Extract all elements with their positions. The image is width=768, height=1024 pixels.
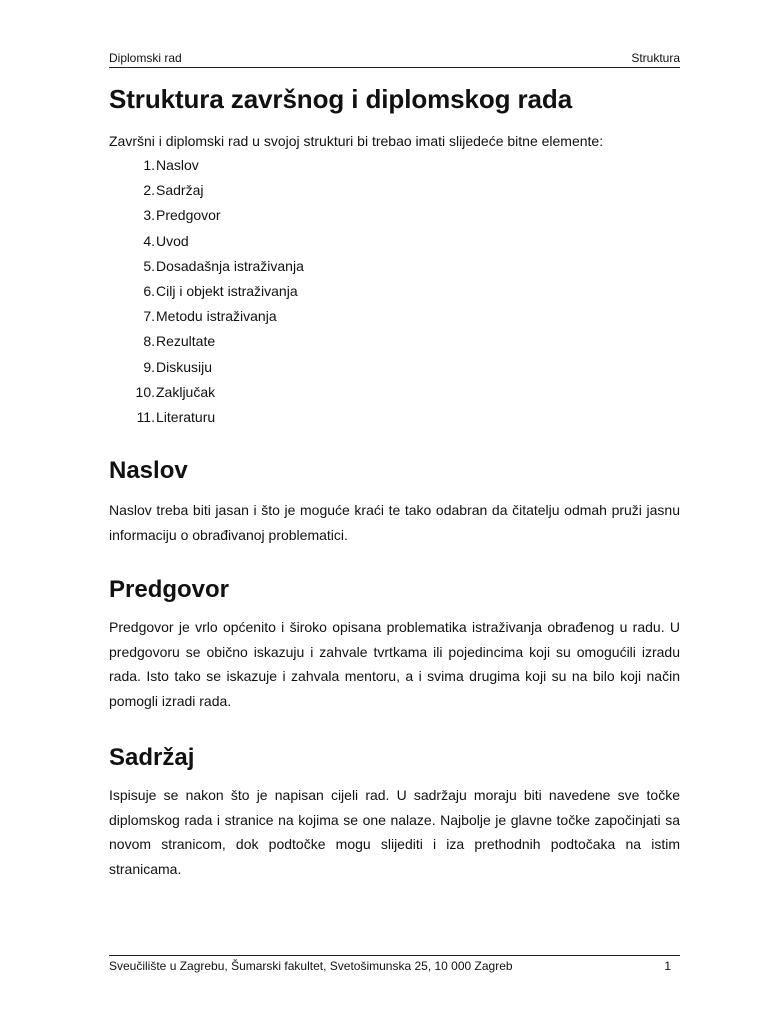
list-item bbox=[109, 229, 509, 254]
list-item-number: 10. bbox=[135, 383, 155, 400]
list-item-label: Cilj i objekt istraživanja bbox=[156, 282, 298, 299]
list-item-label: Diskusiju bbox=[156, 358, 213, 375]
list-item-label: Literaturu bbox=[156, 408, 216, 425]
footer-address: Sveučilište u Zagrebu, Šumarski fakultet, Svetošimunska 25, 10 000 Zagreb bbox=[109, 959, 513, 973]
list-item-number: 2. bbox=[143, 182, 155, 199]
structure-list bbox=[109, 153, 509, 430]
list-item-number: 8. bbox=[143, 333, 155, 350]
list-item bbox=[109, 405, 509, 430]
list-item-number: 11. bbox=[136, 408, 155, 425]
list-item bbox=[109, 178, 509, 203]
section-heading-sadrzaj: Sadržaj bbox=[109, 744, 195, 771]
list-item-number: 4. bbox=[143, 232, 155, 249]
running-header bbox=[109, 50, 680, 68]
list-item bbox=[109, 203, 509, 228]
header-right-text: Struktura bbox=[631, 51, 680, 65]
list-item-label: Dosadašnja istraživanja bbox=[156, 257, 304, 274]
list-item-number: 3. bbox=[143, 207, 155, 224]
list-item bbox=[109, 355, 509, 380]
list-item-number: 6. bbox=[143, 282, 155, 299]
list-item-number: 7. bbox=[143, 308, 155, 325]
page-number: 1 bbox=[664, 959, 671, 973]
header-left-text: Diplomski rad bbox=[109, 51, 182, 65]
list-item bbox=[109, 329, 509, 354]
list-item-label: Uvod bbox=[156, 232, 189, 249]
list-item-label: Sadržaj bbox=[156, 182, 204, 199]
list-item-label: Zaključak bbox=[156, 383, 216, 400]
list-item bbox=[109, 279, 509, 304]
section-body-predgovor: Predgovor je vrlo općenito i široko opisana problematika istraživanja obrađenog u radu. U predgovoru se obično iskazuju i zahvale tvrtkama ili pojedincima koji su omogućili izradu rada. Isto tako se iskazuje i zahvala mentoru, a i svima drugima koji su na bilo koji način pomogli izradi rada. bbox=[109, 619, 680, 709]
list-item bbox=[109, 380, 509, 405]
list-item-label: Predgovor bbox=[156, 207, 221, 224]
intro-text: Završni i diplomski rad u svojoj strukturi bi trebao imati slijedeće bitne elemente: bbox=[109, 133, 604, 149]
list-item-label: Metodu istraživanja bbox=[156, 308, 277, 325]
running-footer bbox=[109, 955, 680, 976]
list-item bbox=[109, 304, 509, 329]
list-item-label: Naslov bbox=[156, 157, 199, 173]
list-item-number: 5. bbox=[143, 257, 155, 274]
section-heading-predgovor: Predgovor bbox=[109, 576, 230, 603]
list-item-number: 1. bbox=[143, 157, 155, 173]
list-item bbox=[109, 254, 509, 279]
list-item-label: Rezultate bbox=[156, 333, 216, 350]
list-item-number: 9. bbox=[143, 358, 155, 375]
section-body-naslov: Naslov treba biti jasan i što je moguće kraći te tako odabran da čitatelju odmah pruži jasnu informaciju o obrađivanoj problematici. bbox=[109, 502, 680, 543]
section-body-sadrzaj: Ispisuje se nakon što je napisan cijeli rad. U sadržaju moraju biti navedene sve točke diplomskog rada i stranice na kojima se one nalaze. Najbolje je glavne točke započinjati sa novom stranicom, dok podtočke mogu slijediti i iza prethodnih podtočaka na istim stranicama. bbox=[109, 787, 680, 877]
page-title: Struktura završnog i diplomskog rada bbox=[109, 84, 573, 114]
section-heading-naslov: Naslov bbox=[109, 457, 188, 484]
list-item bbox=[109, 153, 509, 178]
